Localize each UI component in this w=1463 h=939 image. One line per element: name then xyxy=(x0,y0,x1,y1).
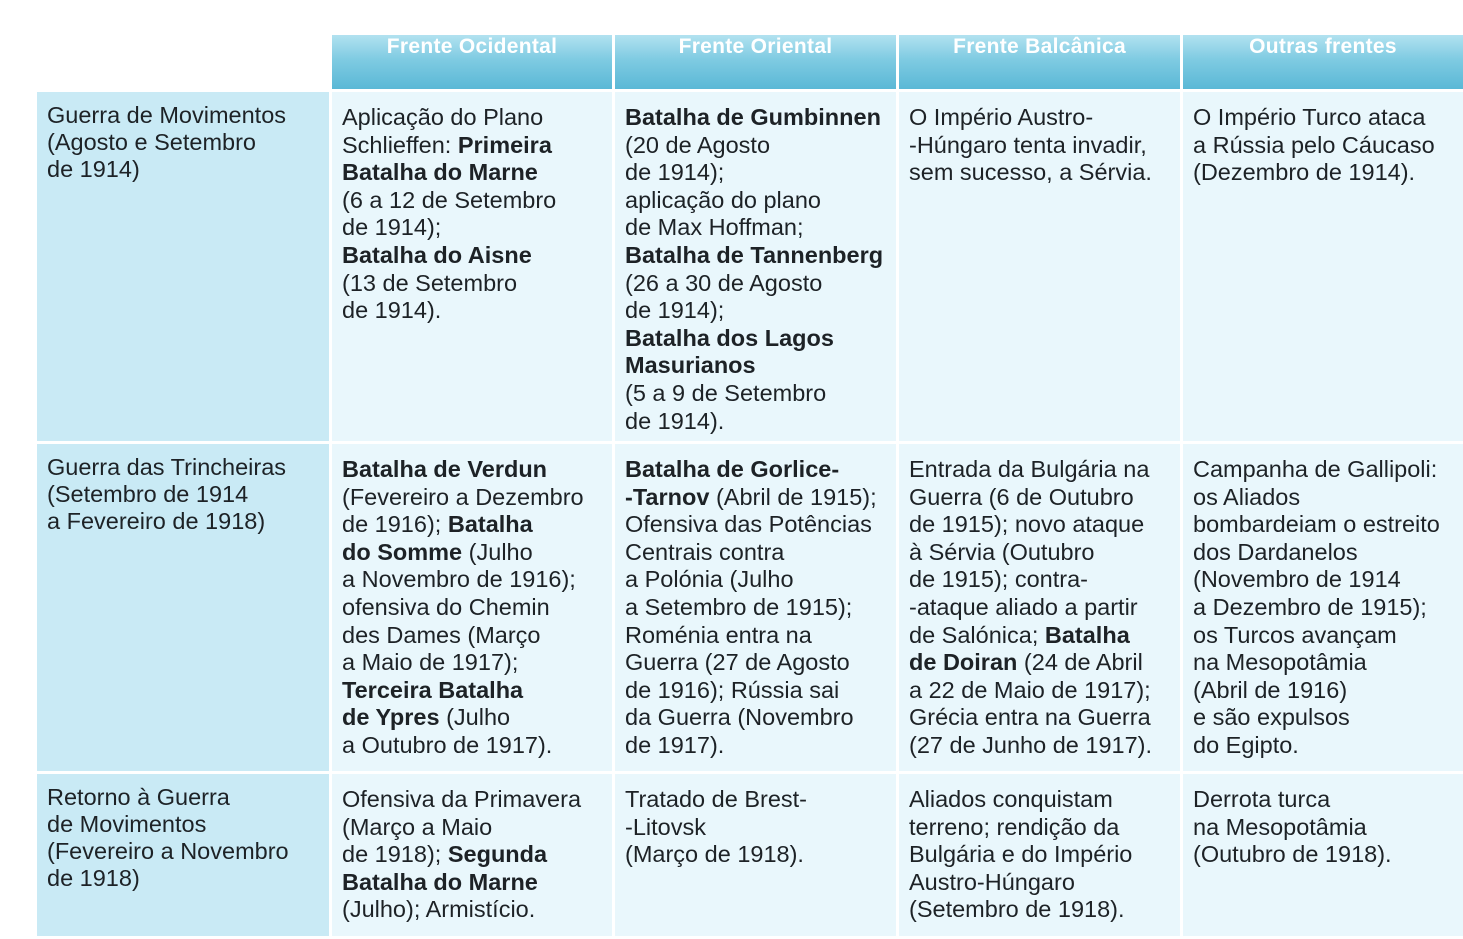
column-header-frente-ocidental: Frente Ocidental xyxy=(332,35,612,89)
cell-text: sem sucesso, a Sérvia. xyxy=(909,159,1152,186)
cell-text: os Aliados xyxy=(1193,483,1301,510)
battle-name: Terceira Batalha xyxy=(342,676,524,703)
cell-line xyxy=(625,456,886,484)
cell-text: (Fevereiro a Dezembro xyxy=(342,483,584,510)
cell-frente-oriental xyxy=(615,92,896,441)
cell-text: de Salónica; xyxy=(909,621,1045,648)
cell-line xyxy=(342,841,602,869)
cell-text: Grécia entra na Guerra xyxy=(909,704,1151,731)
cell-text: a Setembro de 1915); xyxy=(625,593,853,620)
cell-line xyxy=(625,814,886,842)
cell-text: na Mesopotâmia xyxy=(1193,813,1367,840)
cell-line xyxy=(909,677,1170,705)
cell-text: O Império Austro- xyxy=(909,104,1094,130)
cell-text: Austro-Húngaro xyxy=(909,868,1075,895)
cell-text: Guerra (6 de Outubro xyxy=(909,483,1134,510)
cell-line xyxy=(1193,814,1453,842)
cell-text: de 1914); xyxy=(625,159,725,186)
cell-line xyxy=(342,594,602,622)
cell-line xyxy=(342,270,602,298)
cell-line xyxy=(1193,677,1453,705)
period-line: Guerra das Trincheiras xyxy=(47,454,287,480)
cell-text: de 1914); xyxy=(342,214,442,241)
cell-frente-oriental xyxy=(615,774,896,936)
cell-text: (Abril de 1916) xyxy=(1193,676,1348,703)
cell-outras-frentes xyxy=(1183,444,1463,771)
cell-text: Ofensiva das Potências xyxy=(625,511,872,538)
cell-line xyxy=(625,539,886,567)
battle-name: Batalha de Gumbinnen xyxy=(625,104,881,130)
cell-line xyxy=(909,649,1170,677)
cell-line xyxy=(625,484,886,512)
row-retorno-guerra-de-movimentos xyxy=(37,774,1463,936)
battle-name: Batalha xyxy=(1044,621,1130,648)
cell-frente-balcanica xyxy=(899,774,1180,936)
cell-text: (5 a 9 de Setembro xyxy=(625,379,827,406)
period-line: Retorno à Guerra xyxy=(47,784,230,810)
cell-line xyxy=(909,622,1170,650)
cell-text: Aplicação do Plano xyxy=(342,104,544,130)
cell-line xyxy=(625,594,886,622)
cell-line xyxy=(342,214,602,242)
cell-line xyxy=(909,456,1170,484)
battle-name: Batalha dos Lagos xyxy=(625,324,834,351)
period-line: de Movimentos xyxy=(47,811,207,837)
cell-line xyxy=(625,511,886,539)
cell-line xyxy=(625,380,886,408)
cell-line xyxy=(1193,104,1453,132)
cell-text: bombardeiam o estreito xyxy=(1193,511,1440,538)
column-header-frente-oriental: Frente Oriental xyxy=(615,35,896,89)
cell-line xyxy=(1193,511,1453,539)
battle-name: de Doiran xyxy=(909,649,1018,676)
cell-line xyxy=(625,214,886,242)
cell-text: Ofensiva da Primavera xyxy=(342,786,582,812)
cell-text: (20 de Agosto xyxy=(625,131,771,158)
cell-line xyxy=(342,511,602,539)
row-guerra-de-movimentos xyxy=(37,92,1463,441)
battle-name: Primeira xyxy=(457,131,552,158)
cell-text: Entrada da Bulgária na xyxy=(909,456,1150,482)
cell-line xyxy=(342,159,602,187)
battle-name: Batalha xyxy=(447,511,533,538)
cell-text: ofensiva do Chemin xyxy=(342,593,550,620)
cell-line xyxy=(909,539,1170,567)
cell-text: Centrais contra xyxy=(625,538,785,565)
cell-line xyxy=(342,649,602,677)
cell-text: a Polónia (Julho xyxy=(625,566,794,593)
cell-text: (Julho); Armistício. xyxy=(342,896,536,923)
cell-line xyxy=(1193,704,1453,732)
cell-line xyxy=(625,159,886,187)
battle-name: Batalha do Marne xyxy=(342,868,538,895)
cell-line xyxy=(909,841,1170,869)
cell-text: a Novembro de 1916); xyxy=(342,566,576,593)
cell-line xyxy=(342,622,602,650)
cell-line xyxy=(909,104,1170,132)
battle-name: Batalha de Tannenberg xyxy=(625,241,884,268)
period-line: de 1918) xyxy=(47,865,140,891)
cell-line xyxy=(342,132,602,160)
cell-text: (27 de Junho de 1917). xyxy=(909,731,1153,758)
cell-line xyxy=(1193,786,1453,814)
cell-line xyxy=(909,732,1170,760)
cell-text: de 1914); xyxy=(625,297,725,324)
cell-text: (6 a 12 de Setembro xyxy=(342,186,557,213)
cell-line xyxy=(625,132,886,160)
cell-line xyxy=(909,814,1170,842)
cell-text: de 1914). xyxy=(625,407,725,434)
row-guerra-das-trincheiras xyxy=(37,444,1463,771)
cell-frente-balcanica xyxy=(899,92,1180,441)
cell-line xyxy=(1193,594,1453,622)
cell-text: na Mesopotâmia xyxy=(1193,649,1367,676)
cell-line xyxy=(909,896,1170,924)
cell-text: Guerra (27 de Agosto xyxy=(625,649,850,676)
cell-line xyxy=(625,352,886,380)
cell-text: Schlieffen: xyxy=(342,131,458,158)
battle-name: Batalha de Verdun xyxy=(342,456,548,482)
cell-line xyxy=(342,704,602,732)
cell-line xyxy=(625,622,886,650)
cell-text: Aliados conquistam xyxy=(909,786,1113,812)
cell-text: (Julho xyxy=(462,538,533,565)
cell-line xyxy=(909,484,1170,512)
cell-text: de 1915); novo ataque xyxy=(909,511,1145,538)
cell-line xyxy=(625,325,886,353)
cell-text: Derrota turca xyxy=(1193,786,1331,812)
cell-line xyxy=(625,297,886,325)
cell-frente-ocidental xyxy=(332,444,612,771)
cell-text: (Julho xyxy=(439,704,511,731)
cell-text: dos Dardanelos xyxy=(1193,538,1358,565)
cell-line xyxy=(909,869,1170,897)
period-label xyxy=(37,774,329,936)
cell-line xyxy=(1193,484,1453,512)
cell-text: -Litovsk xyxy=(625,813,706,840)
period-line: (Fevereiro a Novembro xyxy=(47,838,289,864)
cell-text: de 1914). xyxy=(342,297,442,324)
cell-line xyxy=(1193,159,1453,187)
cell-text: e são expulsos xyxy=(1193,704,1350,731)
cell-text: Tratado de Brest- xyxy=(625,786,807,812)
cell-text: (Abril de 1915); xyxy=(709,483,877,510)
cell-line xyxy=(342,566,602,594)
cell-line xyxy=(909,566,1170,594)
period-label xyxy=(37,444,329,771)
cell-line xyxy=(342,242,602,270)
cell-text: terreno; rendição da xyxy=(909,813,1120,840)
cell-line xyxy=(625,677,886,705)
cell-line xyxy=(342,297,602,325)
battle-name: Batalha de Gorlice- xyxy=(625,456,840,482)
cell-line xyxy=(1193,622,1453,650)
cell-line xyxy=(342,786,602,814)
cell-text: de Max Hoffman; xyxy=(625,214,804,241)
cell-text: (Outubro de 1918). xyxy=(1193,841,1392,868)
cell-text: da Guerra (Novembro xyxy=(625,704,854,731)
period-line: a Fevereiro de 1918) xyxy=(47,508,266,534)
cell-text: Roménia entra na xyxy=(625,621,812,648)
battle-name: Masurianos xyxy=(625,352,756,379)
cell-line xyxy=(342,896,602,924)
cell-outras-frentes xyxy=(1183,774,1463,936)
cell-line xyxy=(342,456,602,484)
cell-text: de 1916); xyxy=(342,511,448,538)
period-line: de 1914) xyxy=(47,156,140,182)
cell-line xyxy=(342,187,602,215)
cell-text: (Novembro de 1914 xyxy=(1193,566,1401,593)
cell-frente-ocidental xyxy=(332,774,612,936)
cell-line xyxy=(1193,132,1453,160)
cell-line xyxy=(625,187,886,215)
cell-text: (Março de 1918). xyxy=(625,841,804,868)
period-line: (Agosto e Setembro xyxy=(47,129,256,155)
cell-frente-ocidental xyxy=(332,92,612,441)
cell-outras-frentes xyxy=(1183,92,1463,441)
cell-text: a Dezembro de 1915); xyxy=(1193,593,1427,620)
period-line: (Setembro de 1914 xyxy=(47,481,249,507)
cell-text: a 22 de Maio de 1917); xyxy=(909,676,1151,703)
battle-name: Segunda xyxy=(447,841,548,868)
column-header-frente-balcanica: Frente Balcânica xyxy=(899,35,1180,89)
cell-line xyxy=(342,814,602,842)
cell-text: aplicação do plano xyxy=(625,186,821,213)
battle-name: de Ypres xyxy=(342,704,440,731)
cell-line xyxy=(625,270,886,298)
cell-text: des Dames (Março xyxy=(342,621,541,648)
cell-text: a Outubro de 1917). xyxy=(342,731,553,758)
header-row xyxy=(37,35,1463,89)
cell-frente-balcanica xyxy=(899,444,1180,771)
cell-line xyxy=(909,786,1170,814)
cell-text: de 1917). xyxy=(625,731,725,758)
cell-text: (13 de Setembro xyxy=(342,269,518,296)
cell-text: a Rússia pelo Cáucaso xyxy=(1193,131,1435,158)
cell-line xyxy=(342,677,602,705)
cell-text: (24 de Abril xyxy=(1017,649,1143,676)
cell-line xyxy=(1193,649,1453,677)
cell-text: -ataque aliado a partir xyxy=(909,593,1138,620)
cell-text: a Maio de 1917); xyxy=(342,649,519,676)
cell-text: à Sérvia (Outubro xyxy=(909,538,1095,565)
period-line: Guerra de Movimentos xyxy=(47,102,287,128)
cell-text: Campanha de Gallipoli: xyxy=(1193,456,1438,482)
war-fronts-table xyxy=(34,32,1463,939)
battle-name: do Somme xyxy=(342,538,463,565)
cell-text: os Turcos avançam xyxy=(1193,621,1397,648)
cell-line xyxy=(625,732,886,760)
cell-text: de 1918); xyxy=(342,841,448,868)
cell-line xyxy=(1193,732,1453,760)
cell-text: (Março a Maio xyxy=(342,813,493,840)
cell-text: do Egipto. xyxy=(1193,731,1299,758)
battle-name: -Tarnov xyxy=(625,483,710,510)
cell-line xyxy=(625,408,886,436)
cell-line xyxy=(625,786,886,814)
battle-name: Batalha do Aisne xyxy=(342,241,532,268)
cell-line xyxy=(909,132,1170,160)
cell-line xyxy=(909,704,1170,732)
cell-text: de 1916); Rússia sai xyxy=(625,676,840,703)
cell-line xyxy=(1193,841,1453,869)
cell-line xyxy=(909,594,1170,622)
cell-line xyxy=(909,159,1170,187)
cell-line xyxy=(1193,539,1453,567)
cell-line xyxy=(342,732,602,760)
cell-line xyxy=(1193,456,1453,484)
cell-text: (Dezembro de 1914). xyxy=(1193,159,1416,186)
cell-line xyxy=(625,566,886,594)
header-corner xyxy=(37,35,329,89)
cell-text: (Setembro de 1918). xyxy=(909,896,1125,923)
column-header-outras-frentes: Outras frentes xyxy=(1183,35,1463,89)
cell-text: de 1915); contra- xyxy=(909,566,1088,593)
cell-line xyxy=(625,841,886,869)
cell-line xyxy=(342,484,602,512)
cell-line xyxy=(625,704,886,732)
period-label xyxy=(37,92,329,441)
cell-text: O Império Turco ataca xyxy=(1193,104,1426,130)
cell-frente-oriental xyxy=(615,444,896,771)
cell-line xyxy=(1193,566,1453,594)
cell-text: -Húngaro tenta invadir, xyxy=(909,131,1147,158)
cell-line xyxy=(625,104,886,132)
cell-text: Bulgária e do Império xyxy=(909,841,1133,868)
cell-line xyxy=(625,649,886,677)
cell-line xyxy=(342,539,602,567)
cell-line xyxy=(342,869,602,897)
cell-line xyxy=(625,242,886,270)
cell-line xyxy=(342,104,602,132)
battle-name: Batalha do Marne xyxy=(342,159,538,186)
cell-line xyxy=(909,511,1170,539)
cell-text: (26 a 30 de Agosto xyxy=(625,269,823,296)
